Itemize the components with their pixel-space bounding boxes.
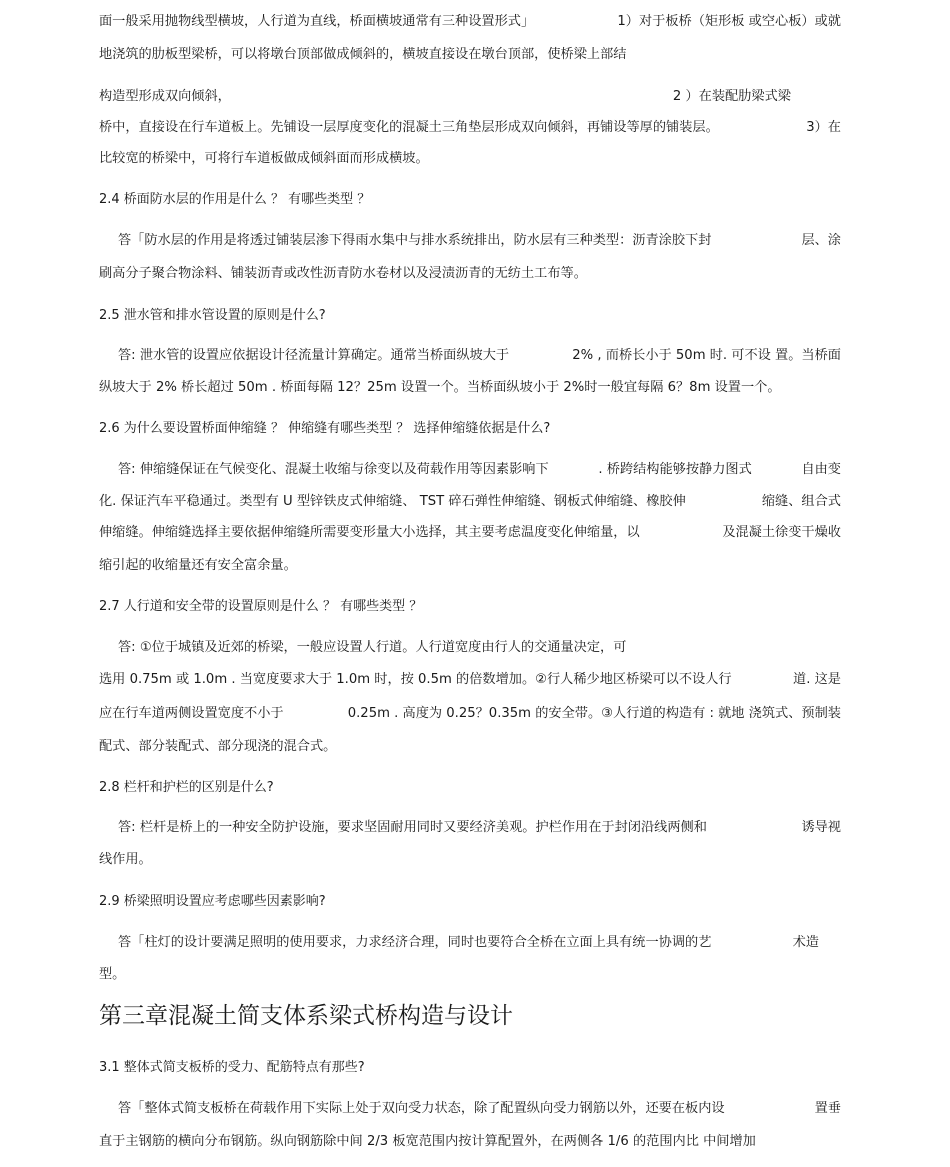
text-line: 构造型形成双向倾斜， 2 ）在装配肋梁式梁: [99, 89, 791, 104]
question-heading: 2.6 为什么要设置桥面伸缩缝 ？ 伸缩缝有哪些类型 ？ 选择伸缩缝依据是什么?: [99, 421, 551, 436]
question-heading: 2.8 栏杆和护栏的区别是什么?: [99, 780, 274, 795]
text-line: 答「整体式简支板桥在荷载作用下实际上处于双向受力状态，除了配置纵向受力钢筋以外，还要在板内设 置垂: [118, 1101, 841, 1116]
text-line: 型。: [99, 967, 126, 982]
text-line: 答: 栏杆是桥上的一种安全防护设施，要求坚固耐用同时又要经济美观。护栏作用在于封闭沿线两侧和 诱导视: [118, 820, 841, 835]
text-line: 应在行车道两侧设置宽度不小于 0.25m . 高度为 0.25？0.35m 的安全带。③人行道的构造有 : 就地 浇筑式、预制装: [99, 706, 841, 721]
text-line: 答「防水层的作用是将透过铺装层渗下得雨水集中与排水系统排出，防水层有三种类型：沥青涂胶下封 层、涂: [118, 233, 841, 248]
chapter-title: 第三章混凝土简支体系梁式桥构造与设计: [99, 1003, 513, 1029]
text-line: 面一般采用抛物线型横坡，人行道为直线，桥面横坡通常有三种设置形式」 1）对于板桥（矩形板 或空心板）或就: [99, 14, 841, 29]
question-heading: 3.1 整体式简支板桥的受力、配筋特点有那些?: [99, 1060, 365, 1075]
question-heading: 2.9 桥梁照明设置应考虑哪些因素影响?: [99, 894, 326, 909]
text-line: 地浇筑的肋板型梁桥，可以将墩台顶部做成倾斜的，横坡直接设在墩台顶部，使桥梁上部结: [99, 47, 627, 62]
text-line: 伸缩缝。伸缩缝选择主要依据伸缩缝所需要变形量大小选择，其主要考虑温度变化伸缩量，以 及混凝土徐变干燥收: [99, 525, 841, 540]
text-line: 化. 保证汽车平稳通过。类型有 U 型锌铁皮式伸缩缝、 TST 碎石弹性伸缩缝、钢板式伸缩缝、橡胶伸 缩缝、组合式: [99, 494, 841, 509]
text-line: 刷高分子聚合物涂料、铺装沥青或改性沥青防水卷材以及浸渍沥青的无纺土工布等。: [99, 266, 587, 281]
text-line: 选用 0.75m 或 1.0m . 当宽度要求大于 1.0m 时，按 0.5m 的倍数增加。②行人稀少地区桥梁可以不设人行 道. 这是: [99, 672, 841, 687]
text-line: 配式、部分装配式、部分现浇的混合式。: [99, 739, 337, 754]
question-heading: 2.7 人行道和安全带的设置原则是什么 ？ 有哪些类型 ？: [99, 599, 423, 614]
text-line: 线作用。: [99, 852, 152, 867]
text-line: 直于主钢筋的横向分布钢筋。纵向钢筋除中间 2/3 板宽范围内按计算配置外，在两侧各 1/6 的范围内比 中间增加: [99, 1134, 756, 1149]
text-line: 答: ①位于城镇及近郊的桥梁，一般应设置人行道。人行道宽度由行人的交通量决定，可: [118, 640, 627, 655]
text-line: 答: 泄水管的设置应依据设计径流量计算确定。通常当桥面纵坡大于 2% , 而桥长小于 50m 时. 可不设 置。当桥面: [118, 348, 841, 363]
question-heading: 2.4 桥面防水层的作用是什么 ？ 有哪些类型 ？: [99, 192, 371, 207]
text-line: 缩引起的收缩量还有安全富余量。: [99, 558, 297, 573]
text-line: 桥中，直接设在行车道板上。先铺设一层厚度变化的混凝土三角垫层形成双向倾斜，再铺设等厚的铺装层。 3）在: [99, 120, 841, 135]
text-line: 答: 伸缩缝保证在气候变化、混凝土收缩与徐变以及荷载作用等因素影响下 . 桥跨结构能够按静力图式 自由变: [118, 462, 841, 477]
text-line: 答「柱灯的设计要满足照明的使用要求，力求经济合理，同时也要符合全桥在立面上具有统一协调的艺 术造: [118, 935, 819, 950]
question-heading: 2.5 泄水管和排水管设置的原则是什么?: [99, 308, 326, 323]
text-line: 纵坡大于 2% 桥长超过 50m . 桥面每隔 12？25m 设置一个。当桥面纵坡小于 2%时一般宜每隔 6？8m 设置一个。: [99, 380, 781, 395]
text-line: 比较宽的桥梁中，可将行车道板做成倾斜面而形成横坡。: [99, 151, 429, 166]
